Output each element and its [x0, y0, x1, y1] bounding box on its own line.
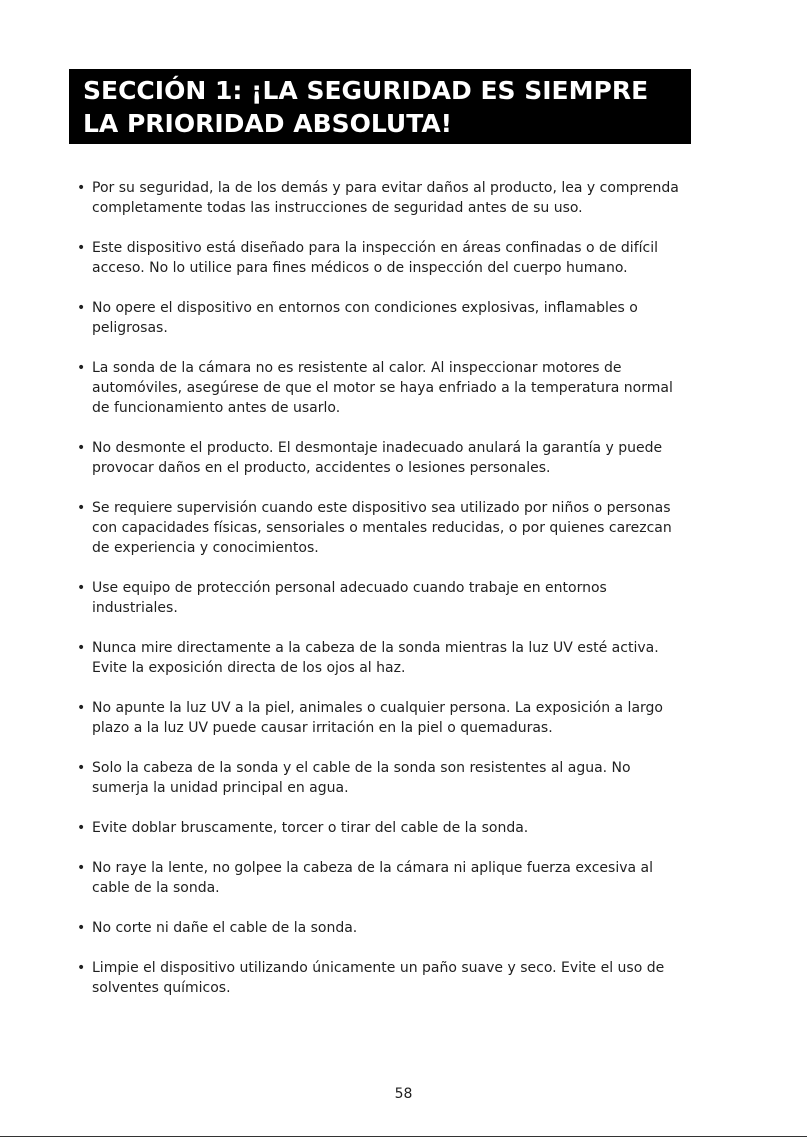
list-item-text: Por su seguridad, la de los demás y para evitar daños al producto, lea y comprenda completamente todas las instrucciones de seguridad antes de su uso. [92, 180, 679, 216]
bullet-icon: • [77, 640, 86, 656]
list-item-text: Solo la cabeza de la sonda y el cable de la sonda son resistentes al agua. No sumerja la unidad principal en agua. [92, 760, 631, 796]
section-title [83, 74, 677, 140]
list-item-text: No corte ni dañe el cable de la sonda. [92, 920, 358, 936]
bullet-icon: • [77, 580, 86, 596]
list-item-text: La sonda de la cámara no es resistente al calor. Al inspeccionar motores de automóviles, asegúrese de que el motor se haya enfriado a la temperatura normal de funcionamiento antes de usarlo. [92, 360, 673, 416]
bullet-icon: • [77, 360, 86, 376]
bullet-icon: • [77, 860, 86, 876]
list-item [77, 498, 689, 558]
bullet-icon: • [77, 500, 86, 516]
bullet-icon: • [77, 300, 86, 316]
list-item-text: No desmonte el producto. El desmontaje inadecuado anulará la garantía y puede provocar daños en el producto, accidentes o lesiones personales. [92, 440, 663, 476]
list-item [77, 758, 689, 798]
list-item [77, 638, 689, 678]
list-item-text: No raye la lente, no golpee la cabeza de la cámara ni aplique fuerza excesiva al cable de la sonda. [92, 860, 653, 896]
list-item [77, 578, 689, 618]
list-item-text: Use equipo de protección personal adecuado cuando trabaje en entornos industriales. [92, 580, 607, 616]
list-item-text: Este dispositivo está diseñado para la inspección en áreas confinadas o de difícil acceso. No lo utilice para fines médicos o de inspección del cuerpo humano. [92, 240, 658, 276]
list-item [77, 858, 689, 898]
list-item-text: Evite doblar bruscamente, torcer o tirar del cable de la sonda. [92, 820, 529, 836]
list-item [77, 818, 689, 838]
list-item [77, 238, 689, 278]
list-item-text: No apunte la luz UV a la piel, animales o cualquier persona. La exposición a largo plazo a la luz UV puede causar irritación en la piel o quemaduras. [92, 700, 663, 736]
list-item [77, 358, 689, 418]
list-item [77, 698, 689, 738]
bottom-divider [0, 1136, 807, 1137]
bullet-icon: • [77, 820, 86, 836]
list-item [77, 958, 689, 998]
list-item [77, 178, 689, 218]
bullet-icon: • [77, 180, 86, 196]
section-header [69, 69, 691, 144]
list-item [77, 298, 689, 338]
page-number: 58 [394, 1086, 413, 1102]
bullet-icon: • [77, 700, 86, 716]
section-title-line-2: LA PRIORIDAD ABSOLUTA! [83, 109, 453, 138]
safety-instructions-list [77, 178, 689, 1018]
list-item [77, 918, 689, 938]
section-title-line-1: SECCIÓN 1: ¡LA SEGURIDAD ES SIEMPRE [83, 76, 649, 105]
list-item-text: Nunca mire directamente a la cabeza de la sonda mientras la luz UV esté activa. Evite la exposición directa de los ojos al haz. [92, 640, 659, 676]
bullet-icon: • [77, 760, 86, 776]
bullet-icon: • [77, 240, 86, 256]
bullet-icon: • [77, 440, 86, 456]
bullet-icon: • [77, 960, 86, 976]
bullet-icon: • [77, 920, 86, 936]
list-item-text: Se requiere supervisión cuando este dispositivo sea utilizado por niños o personas con capacidades físicas, sensoriales o mentales reducidas, o por quienes carezcan de experiencia y conocimientos. [92, 500, 672, 556]
list-item-text: No opere el dispositivo en entornos con condiciones explosivas, inflamables o peligrosas. [92, 300, 638, 336]
list-item-text: Limpie el dispositivo utilizando únicamente un paño suave y seco. Evite el uso de solventes químicos. [92, 960, 665, 996]
list-item [77, 438, 689, 478]
